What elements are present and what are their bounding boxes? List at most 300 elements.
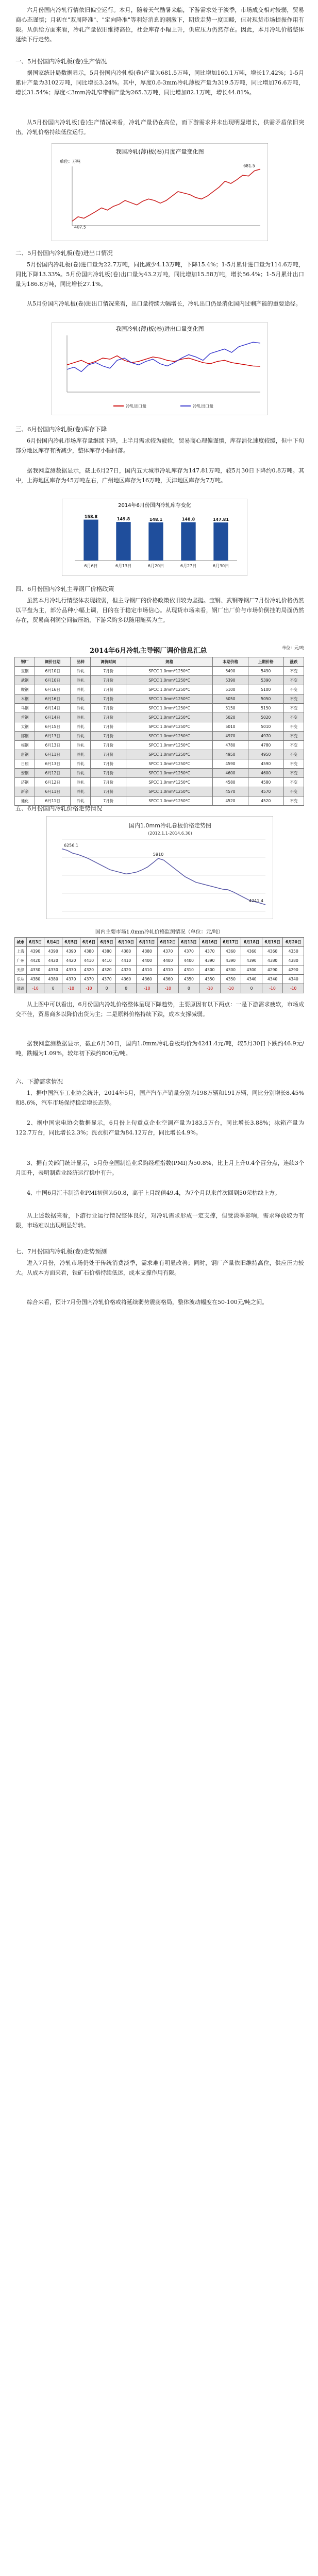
steel-mill-table-unit: 单位：元/吨 — [282, 646, 304, 650]
section-7-paragraph-1: 进入7月份，冷轧市场仍处于传统消费淡季，需求难有明显改善；同时，钢厂产量依旧维持高位，供应压力较大。从成本方面来看，铁矿石价格持续低迷，成本支撑作用有限。 — [15, 1260, 304, 1276]
table-cell: 4780 — [213, 741, 248, 750]
table-cell: 5050 — [213, 694, 248, 704]
table-cell: 7月份 — [91, 694, 126, 704]
table-header-cell: 本期价格 — [213, 657, 248, 667]
table-cell: 4590 — [213, 759, 248, 769]
table-cell: 冷轧 — [71, 796, 91, 806]
section-6-paragraph-5: 从上述数据来看，下游行业运行情况整体良好，对冷轧需求形成一定支撑，但受淡季影响，需求释放较为有限，市场难以出现明显好转。 — [15, 1212, 304, 1229]
table-cell: 本钢 — [15, 694, 35, 704]
table-cell: SPCC 1.0mm*1250*C — [126, 685, 213, 694]
legend-label-1: 冷轧出口量 — [193, 404, 213, 409]
table-cell: SPCC 1.0mm*1250*C — [126, 787, 213, 796]
table-cell: 4380 — [283, 956, 304, 965]
inventory-bar-value: 147.81 — [213, 517, 229, 522]
table-cell: 新余 — [15, 787, 35, 796]
table-header-cell: 品种 — [71, 657, 91, 667]
production-chart-unit: 单位：万吨 — [60, 159, 80, 164]
table-cell: 5010 — [248, 722, 283, 732]
import-export-chart — [52, 323, 268, 415]
table-header-cell: 6月10日 — [115, 938, 137, 947]
table-row — [15, 722, 304, 732]
inventory-chart-svg — [62, 499, 247, 576]
table-cell: 4380 — [137, 947, 158, 956]
table-cell: 4300 — [220, 965, 241, 975]
inventory-category-label: 6月30日 — [212, 564, 229, 568]
section-7-paragraph-2: 综合来看，预计7月份国内冷轧价格或将延续弱势震荡格局，整体波动幅度在50-100元/吨之间。 — [27, 1299, 268, 1306]
table-row — [15, 676, 304, 685]
table-cell: 宝钢 — [15, 667, 35, 676]
table-cell: 4350 — [199, 975, 221, 984]
price-trend-chart-svg — [46, 816, 273, 919]
table-cell: 4310 — [178, 965, 199, 975]
table-cell: 5010 — [213, 722, 248, 732]
table-cell: 4380 — [44, 975, 62, 984]
table-cell: 不变 — [283, 704, 304, 713]
table-cell: 冷轧 — [71, 778, 91, 787]
inventory-category-label: 6月13日 — [115, 564, 132, 568]
table-cell: 首钢 — [15, 713, 35, 722]
table-cell: 冷轧 — [71, 759, 91, 769]
table-cell: 天津 — [15, 965, 27, 975]
table-cell: 4410 — [80, 956, 98, 965]
table-cell: 广州 — [15, 956, 27, 965]
inventory-bar-value: 158.8 — [84, 514, 98, 519]
table-cell: 不变 — [283, 722, 304, 732]
table-cell: 不变 — [283, 667, 304, 676]
section-6-paragraph-4: 4、中国6月汇丰制造业PMI初值为50.8，高于上月终值49.4，为7个月以来首次回到50荣枯线上方。 — [27, 1190, 280, 1196]
table-cell: 4420 — [26, 956, 44, 965]
inventory-bar — [148, 522, 163, 561]
table-cell: 7月份 — [91, 769, 126, 778]
table-cell: 邯钢 — [15, 732, 35, 741]
table-cell: 4340 — [283, 975, 304, 984]
table-cell: 4290 — [262, 965, 283, 975]
table-cell: 太钢 — [15, 722, 35, 732]
table-cell: 0 — [178, 984, 199, 993]
table-cell: 4520 — [213, 796, 248, 806]
table-cell: 5390 — [213, 676, 248, 685]
table-cell: 冷轧 — [71, 769, 91, 778]
table-cell: 7月份 — [91, 750, 126, 759]
table-row — [15, 759, 304, 769]
table-cell: 7月份 — [91, 741, 126, 750]
table-cell: 冷轧 — [71, 732, 91, 741]
table-cell: 6月11日 — [35, 796, 71, 806]
table-cell: 4300 — [241, 965, 262, 975]
table-header-cell: 6月20日 — [283, 938, 304, 947]
table-cell: SPCC 1.0mm*1250*C — [126, 741, 213, 750]
table-cell: SPCC 1.0mm*1250*C — [126, 667, 213, 676]
table-cell: 4410 — [115, 956, 137, 965]
table-cell: 6月15日 — [35, 722, 71, 732]
table-cell: 不变 — [283, 685, 304, 694]
section-6-heading: 六、下游需求情况 — [15, 1078, 63, 1085]
table-cell: SPCC 1.0mm*1250*C — [126, 796, 213, 806]
intro-paragraph: 六月份国内冷轧行情依旧偏空运行。本月，随着天气酷暑来临，下游需求处于淡季，市场成交相对较弱，贸易商心态谨慎；月初在"双周降准"、"定向降准"等利好消息的刺激下，期货走势一度回暖，但对现货市场提振作用有限。从供给方面来看，冷轧产量依旧维持高位，社会库存小幅上升，供应压力仍然存在。因此，本月冷轧价格整体延续下行走势。 — [15, 7, 304, 43]
table-cell: 7月份 — [91, 722, 126, 732]
table-header-cell: 6月18日 — [241, 938, 262, 947]
table-cell: 4390 — [26, 947, 44, 956]
table-cell: 6月14日 — [35, 704, 71, 713]
production-chart-title: 我国冷轧(薄)板(卷)月度产量变化图 — [115, 148, 204, 155]
table-cell: 7月份 — [91, 778, 126, 787]
inventory-bar-value: 148.8 — [181, 517, 195, 522]
table-cell: 6月13日 — [35, 759, 71, 769]
section-6-paragraph-3: 3、据有关部门统计显示，5月份全国制造业采购经理指数(PMI)为50.8%，比上月上升0.4个百分点，连续3个月回升，表明制造业经济运行稳中有升。 — [15, 1160, 304, 1176]
table-cell: 涨跌 — [15, 984, 27, 993]
table-cell: 冷轧 — [71, 685, 91, 694]
table-row — [15, 947, 304, 956]
section-4-paragraph: 虽然本月冷轧行情整体表现较弱，但主导钢厂的价格政策依旧较为坚挺。宝钢、武钢等钢厂7月份冷轧价格仍然以平盘为主，部分品种小幅上调，目的在于稳定市场信心。从现货市场来看，钢厂出厂价与市场价倒挂的局面仍然存在，贸易商利润空间被压缩，下游采购多以随用随买为主。 — [15, 597, 304, 623]
production-chart-svg — [52, 143, 268, 241]
price-trend-chart-title: 国内1.0mm冷轧卷板价格走势图 — [129, 822, 211, 829]
table-cell: 4390 — [220, 956, 241, 965]
table-cell: 冷轧 — [71, 741, 91, 750]
section-3-paragraph-2: 据我网监测数据显示，截止6月27日，国内五大城市冷轧库存为147.81万吨，较5月30日下降约0.8万吨。其中，上海地区库存为45万吨左右，广州地区库存为16万吨，天津地区库存为7万吨。 — [15, 467, 304, 484]
table-row — [15, 965, 304, 975]
table-cell: 6月12日 — [35, 769, 71, 778]
table-cell: 5100 — [248, 685, 283, 694]
table-cell: 5020 — [248, 713, 283, 722]
table-cell: 5100 — [213, 685, 248, 694]
table-cell: 4570 — [213, 787, 248, 796]
table-cell: 4580 — [248, 778, 283, 787]
table-cell: 4970 — [248, 732, 283, 741]
section-4-heading: 四、6月份国内冷轧主导钢厂价格政策 — [15, 585, 114, 592]
table-row — [15, 984, 304, 993]
table-cell: 4520 — [248, 796, 283, 806]
table-cell: 4780 — [248, 741, 283, 750]
table-row — [15, 667, 304, 676]
table-cell: 4350 — [178, 975, 199, 984]
table-cell: 7月份 — [91, 704, 126, 713]
table-cell: 4360 — [137, 975, 158, 984]
table-header-cell: 6月16日 — [199, 938, 221, 947]
table-header-cell: 调价时间 — [91, 657, 126, 667]
table-cell: 5150 — [213, 704, 248, 713]
table-cell: 冷轧 — [71, 667, 91, 676]
table-cell: SPCC 1.0mm*1250*C — [126, 750, 213, 759]
table-cell: 4360 — [115, 975, 137, 984]
table-cell: 冷轧 — [71, 694, 91, 704]
table-cell: 5150 — [248, 704, 283, 713]
table-cell: 4410 — [98, 956, 116, 965]
table-cell: 4370 — [178, 947, 199, 956]
table-cell: 4400 — [178, 956, 199, 965]
table-cell: SPCC 1.0mm*1250*C — [126, 713, 213, 722]
table-cell: 4390 — [199, 956, 221, 965]
table-cell: 5020 — [213, 713, 248, 722]
section-1-heading: 一、5月份国内冷轧板(卷)生产情况 — [15, 58, 107, 65]
table-cell: 梅钢 — [15, 741, 35, 750]
table-cell: SPCC 1.0mm*1250*C — [126, 704, 213, 713]
city-price-header-row — [15, 938, 304, 947]
table-cell: 7月份 — [91, 732, 126, 741]
table-cell: 4320 — [80, 965, 98, 975]
inventory-bar-value: 148.1 — [149, 517, 163, 522]
table-cell: 唐钢 — [15, 750, 35, 759]
table-cell: 4970 — [213, 732, 248, 741]
table-cell: 冷轧 — [71, 713, 91, 722]
table-header-cell: 6月12日 — [158, 938, 179, 947]
table-cell: 安钢 — [15, 769, 35, 778]
table-header-cell: 6月11日 — [137, 938, 158, 947]
table-cell: 4330 — [62, 965, 80, 975]
inventory-category-label: 6月20日 — [147, 564, 164, 568]
table-cell: 4590 — [248, 759, 283, 769]
table-cell: 4400 — [158, 956, 179, 965]
table-cell: 4950 — [248, 750, 283, 759]
table-cell: 0 — [44, 984, 62, 993]
import-export-chart-svg — [52, 323, 268, 415]
table-header-cell: 6月17日 — [220, 938, 241, 947]
steel-mill-table-header-row — [15, 657, 304, 667]
table-cell: 4340 — [241, 975, 262, 984]
table-cell: 4360 — [262, 947, 283, 956]
table-cell: 4360 — [241, 947, 262, 956]
section-2-paragraph-2: 从5月份国内冷轧板(卷)进出口情况来看，出口量持续大幅增长，冷轧出口仍是消化国内过剩产能的重要途径。 — [27, 300, 302, 307]
price-trend-chart — [46, 816, 273, 919]
table-cell: 6月16日 — [35, 694, 71, 704]
city-price-grid — [14, 937, 304, 993]
table-cell: 4600 — [213, 769, 248, 778]
table-cell: 4370 — [62, 975, 80, 984]
table-header-cell: 上期价格 — [248, 657, 283, 667]
table-cell: -10 — [137, 984, 158, 993]
table-row — [15, 778, 304, 787]
table-cell: -10 — [283, 984, 304, 993]
table-row — [15, 769, 304, 778]
table-cell: 5050 — [248, 694, 283, 704]
table-row — [15, 704, 304, 713]
table-cell: 6月10日 — [35, 676, 71, 685]
table-cell: 不变 — [283, 796, 304, 806]
table-row — [15, 694, 304, 704]
legend-label-0: 冷轧进口量 — [126, 404, 146, 409]
table-row — [15, 685, 304, 694]
steel-mill-table — [14, 657, 304, 806]
table-cell: 7月份 — [91, 667, 126, 676]
table-header-cell: 调价日期 — [35, 657, 71, 667]
price-peak-label: 5910 — [153, 852, 164, 857]
section-5-paragraph-1: 从上图中可以看出，6月份国内冷轧价格整体呈现下降趋势，主要原因有以下两点：一是下游需求疲软，市场成交不佳，贸易商多以降价出货为主；二是原料价格持续下跌，成本支撑减弱。 — [15, 1001, 304, 1018]
table-cell: 6月12日 — [35, 778, 71, 787]
city-price-table-title: 国内主要市场1.0mm冷轧价格监测情况（单位：元/吨） — [95, 929, 224, 935]
table-cell: 上海 — [15, 947, 27, 956]
table-cell: 4320 — [115, 965, 137, 975]
table-cell: 4370 — [98, 975, 116, 984]
table-cell: 4380 — [80, 947, 98, 956]
table-cell: 4370 — [199, 947, 221, 956]
table-cell: 4330 — [44, 965, 62, 975]
table-cell: 5390 — [248, 676, 283, 685]
table-cell: 4380 — [262, 956, 283, 965]
table-cell: 4310 — [137, 965, 158, 975]
production-peak-label: 681.5 — [243, 163, 255, 168]
table-header-cell: 钢厂 — [15, 657, 35, 667]
table-cell: 日照 — [15, 759, 35, 769]
table-cell: 4360 — [220, 947, 241, 956]
table-cell: 6月13日 — [35, 732, 71, 741]
table-cell: 6月14日 — [35, 713, 71, 722]
table-cell: 武钢 — [15, 676, 35, 685]
table-cell: 鞍钢 — [15, 685, 35, 694]
table-cell: 4360 — [158, 975, 179, 984]
table-row — [15, 741, 304, 750]
table-cell: 不变 — [283, 741, 304, 750]
table-cell: 0 — [115, 984, 137, 993]
inventory-category-label: 6月27日 — [180, 564, 197, 568]
section-7-heading: 七、7月份国内冷轧板(卷)走势预测 — [15, 1248, 107, 1255]
table-cell: 4350 — [220, 975, 241, 984]
price-start-label: 6256.1 — [64, 843, 78, 848]
table-header-cell: 6月13日 — [178, 938, 199, 947]
table-cell: 5490 — [213, 667, 248, 676]
section-1-paragraph-1: 据国家统计局数据显示，5月份国内冷轧板(卷)产量为681.5万吨，同比增加160.1万吨，增长17.42%；1-5月累计产量为3102万吨，同比增长3.24%。其中，厚度0.6-3mm冷轧薄板产量为319.5万吨，同比增加76.6万吨，增长31.54%；厚度＜3mm冷轧窄带钢产量为265.3万吨，同比增加82.1万吨，增长44.81%。 — [15, 70, 304, 96]
table-cell: 不变 — [283, 778, 304, 787]
table-cell: SPCC 1.0mm*1250*C — [126, 759, 213, 769]
table-cell: 4420 — [44, 956, 62, 965]
table-cell: -10 — [199, 984, 221, 993]
inventory-chart-title: 2014年6月份国内冷轧库存变化 — [118, 503, 191, 509]
table-cell: 6月11日 — [35, 787, 71, 796]
table-cell: -10 — [62, 984, 80, 993]
table-cell: 4600 — [248, 769, 283, 778]
table-header-cell: 6月5日 — [62, 938, 80, 947]
price-trend-chart-subtitle: (2012.1.1-2014.6.30) — [148, 831, 192, 836]
table-cell: 不变 — [283, 759, 304, 769]
table-cell: 冷轧 — [71, 787, 91, 796]
section-3-heading: 三、6月份国内冷轧板(卷)库存下降 — [15, 426, 107, 433]
production-low-label: 407.5 — [74, 225, 86, 230]
table-cell: 不变 — [283, 732, 304, 741]
table-cell: 4390 — [62, 947, 80, 956]
table-cell: 4370 — [158, 947, 179, 956]
price-end-label: 4241.4 — [249, 899, 263, 904]
table-cell: 乐从 — [15, 975, 27, 984]
table-cell: 不变 — [283, 676, 304, 685]
table-cell: 4300 — [199, 965, 221, 975]
table-cell: -10 — [158, 984, 179, 993]
table-cell: 4340 — [262, 975, 283, 984]
table-row — [15, 750, 304, 759]
table-header-cell: 6月4日 — [44, 938, 62, 947]
table-cell: 4380 — [98, 947, 116, 956]
table-cell: -10 — [26, 984, 44, 993]
table-header-cell: 6月19日 — [262, 938, 283, 947]
table-cell: 济钢 — [15, 778, 35, 787]
table-cell: SPCC 1.0mm*1250*C — [126, 732, 213, 741]
steel-mill-table-title: 2014年6月冷轧主导钢厂调价信息汇总 — [90, 647, 207, 655]
inventory-bar — [181, 522, 195, 561]
table-cell: 4290 — [283, 965, 304, 975]
table-cell: 4310 — [158, 965, 179, 975]
city-price-table — [14, 927, 304, 993]
inventory-bar-value: 149.8 — [116, 517, 130, 522]
steel-mill-price-table — [14, 645, 304, 806]
table-cell: 6月16日 — [35, 685, 71, 694]
section-3-paragraph-1: 6月份国内冷轧市场库存量继续下降，上半月需求较为疲软，贸易商心理偏谨慎，库存消化速度较缓，但中下旬部分地区库存有所减少，整体库存小幅回落。 — [15, 437, 304, 454]
table-cell: 不变 — [283, 750, 304, 759]
table-cell: 4320 — [98, 965, 116, 975]
table-cell: 4580 — [213, 778, 248, 787]
table-cell: 通化 — [15, 796, 35, 806]
section-6-paragraph-2: 2、据中国家电协会数据显示，6月份上旬重点企业空调产量为183.5万台，同比增长3.88%；冰箱产量为122.7万台，同比增长2.3%；洗衣机产量为84.12万台，同比增长4.9%。 — [15, 1120, 304, 1136]
table-cell: 4370 — [80, 975, 98, 984]
production-chart — [52, 143, 268, 241]
table-cell: SPCC 1.0mm*1250*C — [126, 676, 213, 685]
table-cell: -10 — [80, 984, 98, 993]
import-export-chart-title: 我国冷轧(薄)板(卷)进出口量变化图 — [115, 326, 204, 332]
table-cell: 0 — [241, 984, 262, 993]
table-cell: 4350 — [283, 947, 304, 956]
table-row — [15, 732, 304, 741]
table-cell: 4390 — [241, 956, 262, 965]
table-header-cell: 规格 — [126, 657, 213, 667]
table-cell: 4420 — [62, 956, 80, 965]
table-cell: 4950 — [213, 750, 248, 759]
table-cell: 不变 — [283, 787, 304, 796]
table-cell: 7月份 — [91, 713, 126, 722]
table-header-cell: 6月9日 — [98, 938, 116, 947]
inventory-bar — [83, 520, 98, 561]
table-cell: 7月份 — [91, 796, 126, 806]
table-cell: 4380 — [115, 947, 137, 956]
table-cell: 6月13日 — [35, 741, 71, 750]
table-cell: 不变 — [283, 769, 304, 778]
table-cell: 7月份 — [91, 759, 126, 769]
table-cell: SPCC 1.0mm*1250*C — [126, 722, 213, 732]
table-cell: 4380 — [26, 975, 44, 984]
table-row — [15, 713, 304, 722]
table-cell: 冷轧 — [71, 750, 91, 759]
section-2-paragraph-1: 5月份国内冷轧板(卷)进口量为22.7万吨，同比减少4.13万吨，下降15.4%；1-5月累计进口量为114.6万吨，同比下降13.33%。5月份国内冷轧板(卷)出口量为43.2万吨，同比增加15.58万吨，增长56.4%；1-5月累计出口量为186.8万吨，同比增长27.1%。 — [15, 261, 304, 287]
inventory-category-label: 6月6日 — [84, 564, 98, 568]
table-header-cell: 6月3日 — [26, 938, 44, 947]
table-row — [15, 787, 304, 796]
table-cell: 不变 — [283, 713, 304, 722]
table-cell: 7月份 — [91, 685, 126, 694]
inventory-chart — [62, 499, 247, 576]
table-cell: SPCC 1.0mm*1250*C — [126, 769, 213, 778]
section-2-heading: 二、5月份国内冷轧板(卷)进出口情况 — [15, 249, 113, 257]
table-cell: 4330 — [26, 965, 44, 975]
table-cell: 冷轧 — [71, 722, 91, 732]
table-cell: -10 — [262, 984, 283, 993]
inventory-bar — [116, 522, 130, 561]
table-cell: 4390 — [44, 947, 62, 956]
table-cell: SPCC 1.0mm*1250*C — [126, 778, 213, 787]
table-cell: 6月10日 — [35, 667, 71, 676]
section-5-paragraph-2: 据我网监测数据显示，截止6月30日，国内1.0mm冷轧卷板均价为4241.4元/吨，较5月30日下跌约46.9元/吨，跌幅为1.09%，较年初下跌约800元/吨。 — [15, 1040, 304, 1057]
table-cell: SPCC 1.0mm*1250*C — [126, 694, 213, 704]
table-cell: 4400 — [137, 956, 158, 965]
table-cell: 马钢 — [15, 704, 35, 713]
table-row — [15, 975, 304, 984]
section-6-paragraph-1: 1、据中国汽车工业协会统计，2014年5月，国产汽车产销量分别为198万辆和191万辆，同比分别增长8.45%和8.6%，汽车市场保持稳定增长态势。 — [15, 1090, 304, 1106]
table-cell: 4570 — [248, 787, 283, 796]
table-cell: 5490 — [248, 667, 283, 676]
table-header-cell: 涨跌 — [283, 657, 304, 667]
table-row — [15, 956, 304, 965]
table-header-cell: 城市 — [15, 938, 27, 947]
section-5-heading: 五、6月份国内冷轧价格走势情况 — [15, 805, 103, 812]
table-cell: 0 — [98, 984, 116, 993]
table-cell: 冷轧 — [71, 704, 91, 713]
inventory-bar — [213, 522, 228, 561]
section-1-paragraph-2: 从5月份国内冷轧板(卷)生产情况来看，冷轧产量仍在高位，而下游需求并未出现明显增长，供需矛盾依旧突出，冷轧价格持续低位运行。 — [15, 119, 304, 135]
table-header-cell: 6月6日 — [80, 938, 98, 947]
